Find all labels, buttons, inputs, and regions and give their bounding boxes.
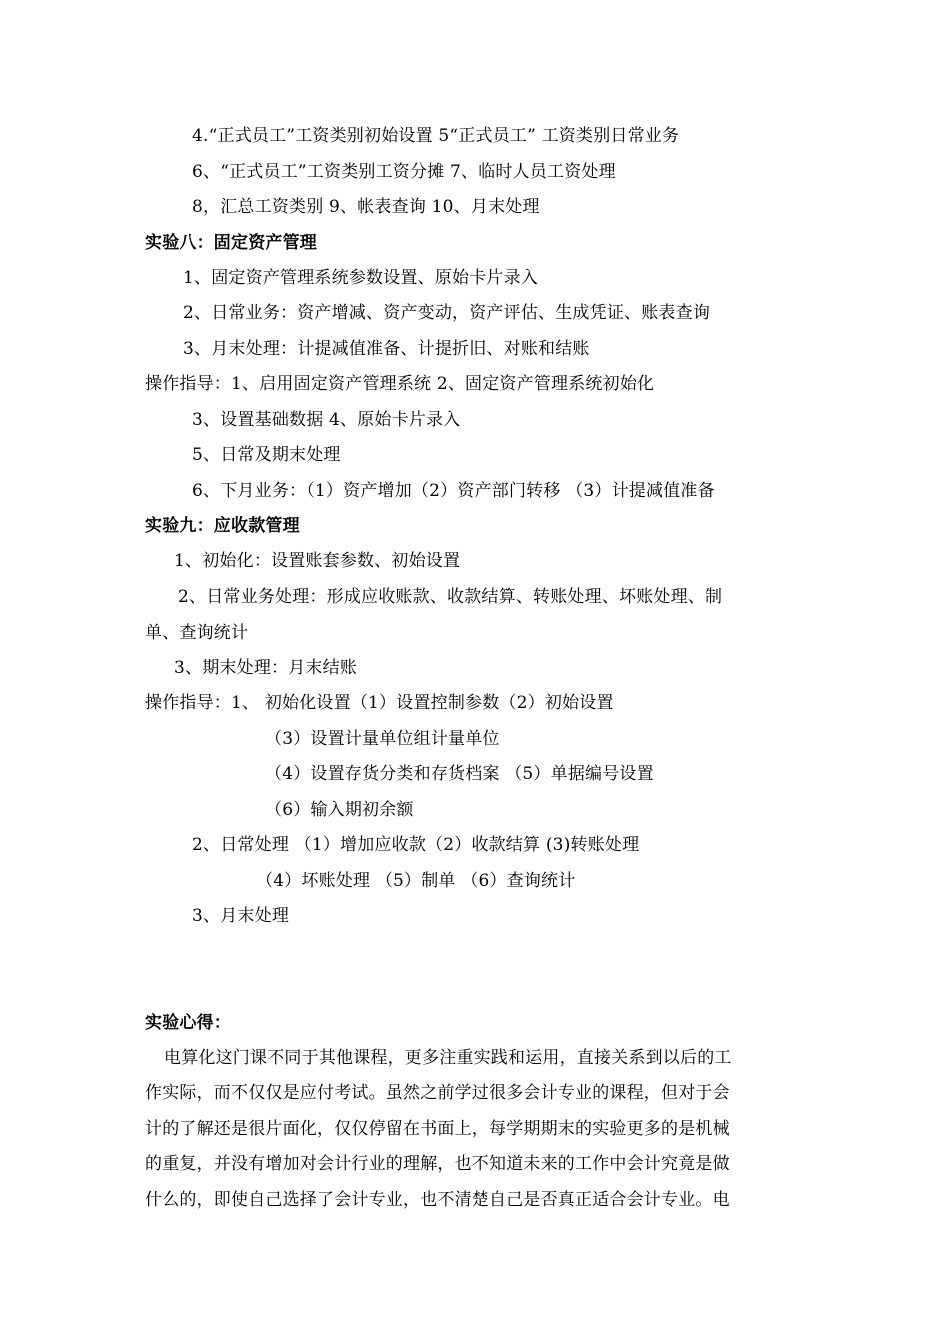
paragraph-line: 电算化这门课不同于其他课程，更多注重实践和运用，直接关系到以后的工 — [164, 1048, 732, 1068]
text-line: 6、下月业务：（1）资产增加（2）资产部门转移 （3）计提减值准备 — [192, 481, 715, 501]
text-line: 2、日常业务：资产增减、资产变动，资产评估、生成凭证、账表查询 — [183, 303, 711, 323]
section-heading: 实验八：固定资产管理 — [145, 233, 317, 253]
text-line: 单、查询统计 — [145, 623, 249, 643]
text-line: 5、日常及期末处理 — [192, 445, 341, 465]
text-line: 4.“正式员工”工资类别初始设置 5“正式员工” 工资类别日常业务 — [192, 126, 680, 146]
text-line: 8，汇总工资类别 9、帐表查询 10、月末处理 — [192, 197, 540, 217]
text-line: 3、期末处理：月末结账 — [174, 658, 358, 678]
text-line: （6）输入期初余额 — [265, 800, 414, 820]
paragraph-line: 作实际，而不仅仅是应付考试。虽然之前学过很多会计专业的课程，但对于会 — [145, 1083, 730, 1103]
text-line: 2、日常业务处理：形成应收账款、收款结算、转账处理、坏账处理、制 — [178, 587, 723, 607]
section-heading: 实验九：应收款管理 — [145, 516, 300, 536]
text-line: 操作指导：1、 初始化设置（1）设置控制参数（2）初始设置 — [145, 693, 614, 713]
section-heading: 实验心得： — [145, 1013, 231, 1033]
text-line: 2、日常处理 （1）增加应收款（2）收款结算 (3)转账处理 — [192, 835, 640, 855]
paragraph-line: 什么的，即使自己选择了会计专业，也不清楚自己是否真正适合会计专业。电 — [145, 1190, 730, 1210]
text-line: 3、月末处理 — [192, 906, 290, 926]
text-line: 1、固定资产管理系统参数设置、原始卡片录入 — [183, 268, 539, 288]
text-line: 3、设置基础数据 4、原始卡片录入 — [192, 410, 461, 430]
text-line: 操作指导：1、启用固定资产管理系统 2、固定资产管理系统初始化 — [145, 374, 655, 394]
text-line: 3、月末处理：计提减值准备、计提折旧、对账和结账 — [183, 339, 590, 359]
text-line: 1、初始化：设置账套参数、初始设置 — [174, 551, 461, 571]
text-line: （4）坏账处理 （5）制单 （6）查询统计 — [256, 871, 576, 891]
text-line: （3）设置计量单位组计量单位 — [265, 729, 500, 749]
text-line: 6、“正式员工”工资类别工资分摊 7、临时人员工资处理 — [192, 162, 616, 182]
paragraph-line: 的重复，并没有增加对会计行业的理解，也不知道未来的工作中会计究竟是做 — [145, 1154, 730, 1174]
text-line: （4）设置存货分类和存货档案 （5）单据编号设置 — [265, 764, 654, 784]
paragraph-line: 计的了解还是很片面化，仅仅停留在书面上，每学期期末的实验更多的是机械 — [145, 1119, 730, 1139]
